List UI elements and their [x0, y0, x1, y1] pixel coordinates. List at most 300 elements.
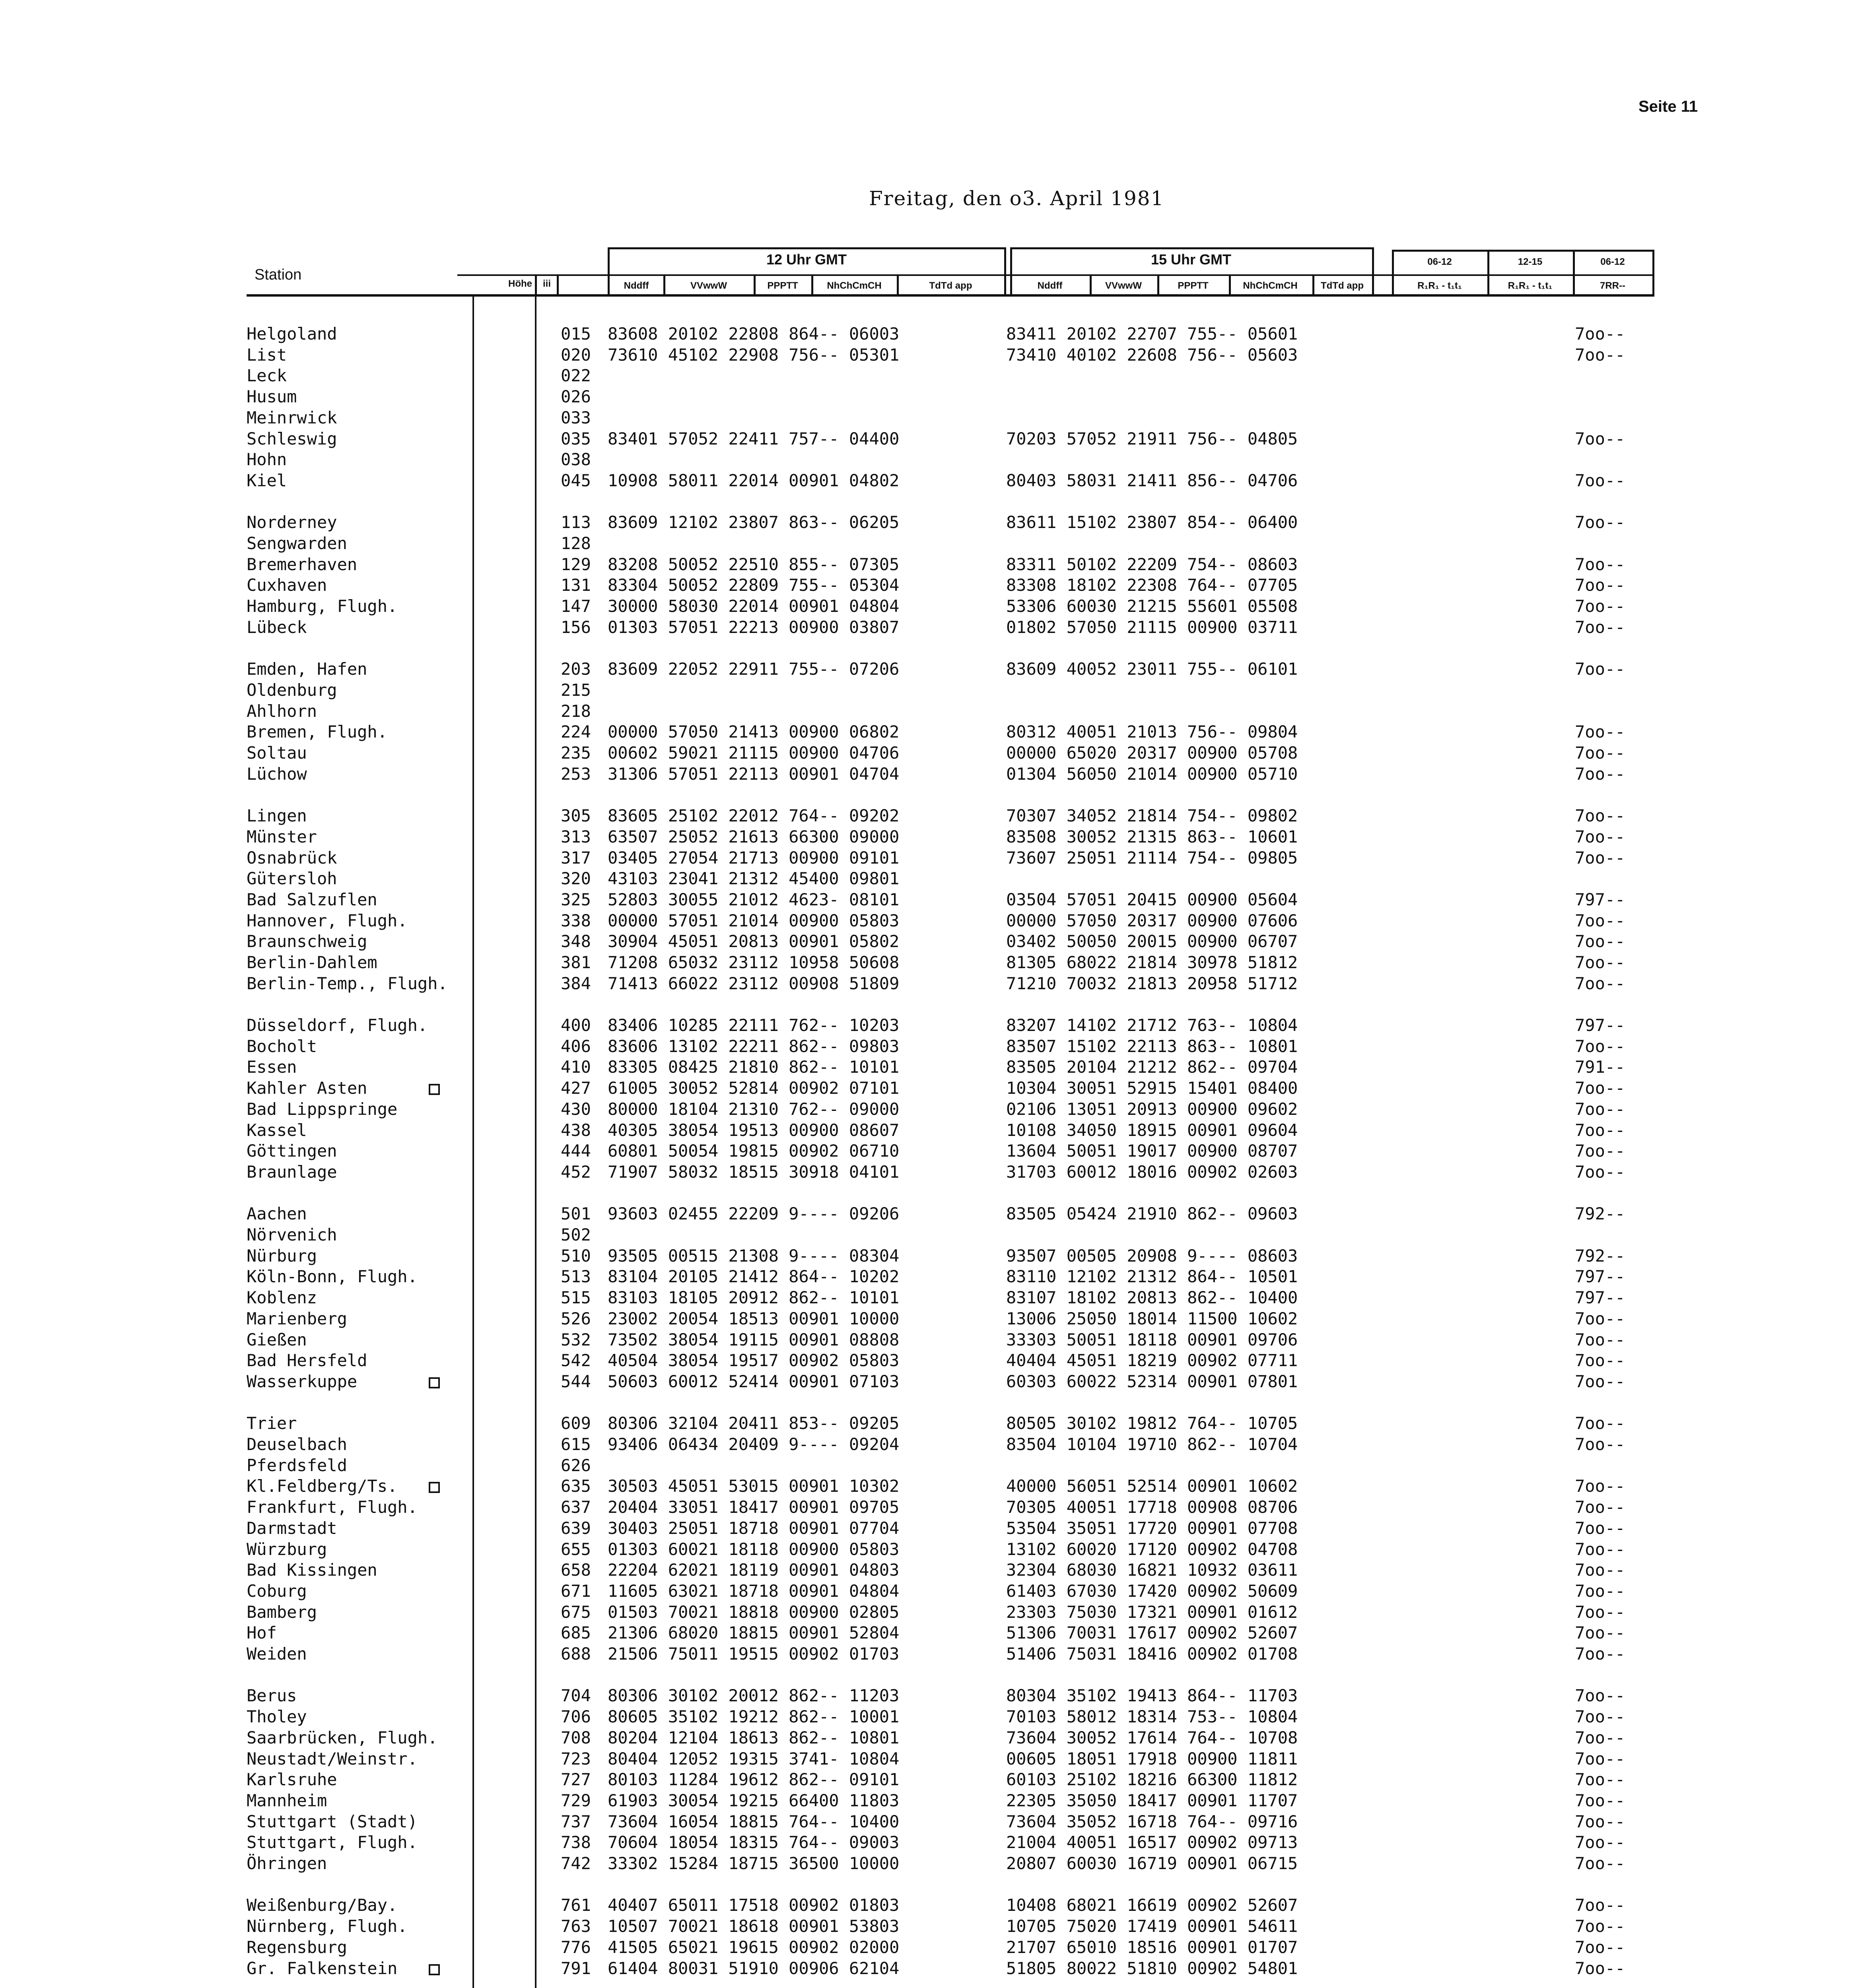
obs-12-gmt: 93505 00515 21308 9---- 08304	[608, 1246, 900, 1266]
obs-15-gmt: 22305 35050 18417 00901 11707	[1006, 1791, 1298, 1810]
station-number: 763	[561, 1916, 591, 1936]
precip-group: 7oo--	[1575, 1560, 1625, 1580]
obs-12-gmt: 71413 66022 23112 00908 51809	[608, 974, 900, 993]
station-name: Göttingen	[247, 1141, 337, 1161]
obs-15-gmt: 01802 57050 21115 00900 03711	[1006, 617, 1298, 637]
obs-15-gmt: 83308 18102 22308 764-- 07705	[1006, 575, 1298, 595]
obs-12-gmt: 00000 57051 21014 00900 05803	[608, 911, 900, 930]
station-name: Bad Salzuflen	[247, 890, 377, 909]
station-number: 708	[561, 1728, 591, 1747]
precip-group: 7oo--	[1575, 911, 1625, 930]
obs-15-gmt: 73604 35052 16718 764-- 09716	[1006, 1812, 1298, 1831]
precip-group: 7oo--	[1575, 1812, 1625, 1831]
precip-group: 7oo--	[1575, 1938, 1625, 1957]
station-number: 384	[561, 974, 591, 993]
iii-header: iii	[542, 278, 551, 289]
station-number: 215	[561, 680, 591, 700]
precip-group: 7oo--	[1575, 555, 1625, 574]
station-name: Leck	[247, 366, 287, 385]
r1-header: 06-12	[1427, 256, 1452, 267]
precip-group: 7oo--	[1575, 1120, 1625, 1140]
station-number: 400	[561, 1015, 591, 1035]
station-number: 452	[561, 1162, 591, 1182]
obs-12-gmt: 83609 12102 23807 863-- 06205	[608, 513, 900, 532]
station-number: 513	[561, 1267, 591, 1286]
obs-15-gmt: 83110 12102 21312 864-- 10501	[1006, 1267, 1298, 1286]
station-number: 737	[561, 1812, 591, 1831]
obs-12-gmt: 21506 75011 19515 00902 01703	[608, 1644, 900, 1664]
obs-15-gmt: 71210 70032 21813 20958 51712	[1006, 974, 1298, 993]
precip-group: 7oo--	[1575, 1833, 1625, 1852]
station-name: Weißenburg/Bay.	[247, 1895, 398, 1915]
obs-12-gmt: 23002 20054 18513 00901 10000	[608, 1309, 900, 1328]
station-name: Bremerhaven	[247, 555, 358, 574]
obs-15-gmt: 10705 75020 17419 00901 54611	[1006, 1916, 1298, 1936]
obs-15-gmt: 40404 45051 18219 00902 07711	[1006, 1351, 1298, 1370]
station-number: 609	[561, 1413, 591, 1433]
precip-group: 7oo--	[1575, 1791, 1625, 1810]
precip-group: 7oo--	[1575, 1707, 1625, 1726]
obs-12-gmt: 03405 27054 21713 00900 09101	[608, 848, 900, 868]
precip-group: 797--	[1575, 1288, 1625, 1307]
station-number: 022	[561, 366, 591, 385]
precip-group: 7oo--	[1575, 1078, 1625, 1098]
obs-12-gmt: 73610 45102 22908 756-- 05301	[608, 345, 900, 365]
station-number: 033	[561, 408, 591, 427]
obs-15-gmt: 53504 35051 17720 00901 07708	[1006, 1518, 1298, 1538]
col15-nhch: NhChCmCH	[1243, 280, 1298, 291]
obs-15-gmt: 83504 10104 19710 862-- 10704	[1006, 1435, 1298, 1454]
precip-group: 792--	[1575, 1204, 1625, 1223]
station-number: 305	[561, 806, 591, 825]
obs-12-gmt: 83609 22052 22911 755-- 07206	[608, 659, 900, 679]
obs-12-gmt: 80000 18104 21310 762-- 09000	[608, 1099, 900, 1119]
obs-12-gmt: 00602 59021 21115 00900 04706	[608, 743, 900, 763]
station-name: Bad Hersfeld	[247, 1351, 367, 1370]
station-name: Wasserkuppe	[247, 1372, 358, 1391]
obs-15-gmt: 33303 50051 18118 00901 09706	[1006, 1330, 1298, 1349]
square-icon	[429, 1377, 440, 1388]
station-name: Braunschweig	[247, 932, 367, 951]
station-name: Neustadt/Weinstr.	[247, 1749, 418, 1769]
obs-12-gmt: 83208 50052 22510 855-- 07305	[608, 555, 900, 574]
precip-group: 7oo--	[1575, 827, 1625, 846]
precip-group: 7oo--	[1575, 575, 1625, 595]
station-name: Mannheim	[247, 1791, 327, 1810]
obs-15-gmt: 70307 34052 21814 754-- 09802	[1006, 806, 1298, 825]
obs-12-gmt: 10908 58011 22014 00901 04802	[608, 471, 900, 490]
station-name: Düsseldorf, Flugh.	[247, 1015, 428, 1035]
obs-12-gmt: 10507 70021 18618 00901 53803	[608, 1916, 900, 1936]
precip-group: 7oo--	[1575, 722, 1625, 742]
obs-15-gmt: 20807 60030 16719 00901 06715	[1006, 1854, 1298, 1873]
station-number: 128	[561, 534, 591, 553]
station-number: 438	[561, 1120, 591, 1140]
obs-15-gmt: 83508 30052 21315 863-- 10601	[1006, 827, 1298, 846]
obs-12-gmt: 30904 45051 20813 00901 05802	[608, 932, 900, 951]
obs-15-gmt: 10108 34050 18915 00901 09604	[1006, 1120, 1298, 1140]
station-number: 615	[561, 1435, 591, 1454]
obs-15-gmt: 70203 57052 21911 756-- 04805	[1006, 429, 1298, 448]
precip-group: 7oo--	[1575, 1728, 1625, 1747]
station-name: Hamburg, Flugh.	[247, 596, 398, 616]
station-number: 738	[561, 1833, 591, 1852]
station-name: Nürburg	[247, 1246, 317, 1266]
obs-15-gmt: 93507 00505 20908 9---- 08603	[1006, 1246, 1298, 1266]
obs-15-gmt: 73607 25051 21114 754-- 09805	[1006, 848, 1298, 868]
precip-group: 7oo--	[1575, 617, 1625, 637]
precip-group: 797--	[1575, 890, 1625, 909]
precip-group: 7oo--	[1575, 1749, 1625, 1769]
precip-group: 7oo--	[1575, 1435, 1625, 1454]
obs-15-gmt: 83107 18102 20813 862-- 10400	[1006, 1288, 1298, 1307]
precip-group: 7oo--	[1575, 1916, 1625, 1936]
obs-12-gmt: 01503 70021 18818 00900 02805	[608, 1602, 900, 1622]
station-number: 635	[561, 1476, 591, 1496]
obs-12-gmt: 21306 68020 18815 00901 52804	[608, 1623, 900, 1642]
station-number: 313	[561, 827, 591, 846]
obs-12-gmt: 40504 38054 19517 00902 05803	[608, 1351, 900, 1370]
station-number: 639	[561, 1518, 591, 1538]
station-name: Lübeck	[247, 617, 307, 637]
station-name: Helgoland	[247, 324, 337, 344]
station-name: Nörvenich	[247, 1225, 337, 1244]
precip-group: 797--	[1575, 1267, 1625, 1286]
obs-15-gmt: 10304 30051 52915 15401 08400	[1006, 1078, 1298, 1098]
station-number: 406	[561, 1037, 591, 1056]
station-name: Osnabrück	[247, 848, 337, 868]
r2b-header: R₁R₁ - t₁t₁	[1508, 280, 1553, 291]
station-column-rule	[472, 294, 474, 1988]
obs-15-gmt: 23303 75030 17321 00901 01612	[1006, 1602, 1298, 1622]
precip-group: 7oo--	[1575, 1959, 1625, 1978]
station-number: 224	[561, 722, 591, 742]
station-number: 035	[561, 429, 591, 448]
station-number: 723	[561, 1749, 591, 1769]
hoehe-header: Höhe	[508, 278, 532, 289]
station-number: 113	[561, 513, 591, 532]
station-name: Karlsruhe	[247, 1770, 337, 1789]
precip-group: 7oo--	[1575, 1686, 1625, 1705]
station-name: Weiden	[247, 1644, 307, 1664]
station-name: Sengwarden	[247, 534, 347, 553]
obs-12-gmt: 01303 60021 18118 00900 05803	[608, 1540, 900, 1559]
station-number: 626	[561, 1456, 591, 1475]
obs-15-gmt: 00605 18051 17918 00900 11811	[1006, 1749, 1298, 1769]
obs-15-gmt: 32304 68030 16821 10932 03611	[1006, 1560, 1298, 1580]
obs-12-gmt: 50603 60012 52414 00901 07103	[608, 1372, 900, 1391]
date-title: Freitag, den o3. April 1981	[869, 187, 1164, 210]
station-number: 515	[561, 1288, 591, 1307]
obs-12-gmt: 83304 50052 22809 755-- 05304	[608, 575, 900, 595]
col12-nddff: Nddff	[624, 280, 649, 291]
station-number: 706	[561, 1707, 591, 1726]
obs-12-gmt: 61903 30054 19215 66400 11803	[608, 1791, 900, 1810]
obs-15-gmt: 83505 05424 21910 862-- 09603	[1006, 1204, 1298, 1223]
station-name: Öhringen	[247, 1854, 327, 1873]
precip-group: 7oo--	[1575, 659, 1625, 679]
r1b-header: R₁R₁ - t₁t₁	[1417, 280, 1462, 291]
obs-12-gmt: 43103 23041 21312 45400 09801	[608, 869, 900, 888]
station-number: 704	[561, 1686, 591, 1705]
obs-12-gmt: 93603 02455 22209 9---- 09206	[608, 1204, 900, 1223]
precip-group: 7oo--	[1575, 1602, 1625, 1622]
obs-15-gmt: 80312 40051 21013 756-- 09804	[1006, 722, 1298, 742]
obs-12-gmt: 61404 80031 51910 00906 62104	[608, 1959, 900, 1978]
station-number: 727	[561, 1770, 591, 1789]
station-number: 026	[561, 387, 591, 406]
obs-15-gmt: 13102 60020 17120 00902 04708	[1006, 1540, 1298, 1559]
obs-15-gmt: 80505 30102 19812 764-- 10705	[1006, 1413, 1298, 1433]
station-number: 688	[561, 1644, 591, 1664]
precip-group: 7oo--	[1575, 1351, 1625, 1370]
station-number: 218	[561, 701, 591, 721]
precip-group: 7oo--	[1575, 1581, 1625, 1601]
station-number: 742	[561, 1854, 591, 1873]
station-number: 325	[561, 890, 591, 909]
station-number: 427	[561, 1078, 591, 1098]
obs-12-gmt: 60801 50054 19815 00902 06710	[608, 1141, 900, 1161]
precip-group: 7oo--	[1575, 974, 1625, 993]
station-number: 655	[561, 1540, 591, 1559]
station-number: 235	[561, 743, 591, 763]
precip-group: 7oo--	[1575, 1037, 1625, 1056]
station-name: Norderney	[247, 513, 337, 532]
obs-12-gmt: 83104 20105 21412 864-- 10202	[608, 1267, 900, 1286]
obs-15-gmt: 40000 56051 52514 00901 10602	[1006, 1476, 1298, 1496]
obs-15-gmt: 53306 60030 21215 55601 05508	[1006, 596, 1298, 616]
obs-12-gmt: 33302 15284 18715 36500 10000	[608, 1854, 900, 1873]
precip-group: 7oo--	[1575, 1330, 1625, 1349]
col15-nddff: Nddff	[1037, 280, 1063, 291]
obs-15-gmt: 83207 14102 21712 763-- 10804	[1006, 1015, 1298, 1035]
obs-12-gmt: 40407 65011 17518 00902 01803	[608, 1895, 900, 1915]
station-name: Berlin-Dahlem	[247, 953, 377, 972]
station-number: 526	[561, 1309, 591, 1328]
col12-tdtd: TdTd app	[929, 280, 972, 291]
precip-group: 7oo--	[1575, 1141, 1625, 1161]
r3-header: 06-12	[1600, 256, 1625, 267]
obs-12-gmt: 30000 58030 22014 00901 04804	[608, 596, 900, 616]
obs-12-gmt: 11605 63021 18718 00901 04804	[608, 1581, 900, 1601]
station-name: Darmstadt	[247, 1518, 337, 1538]
obs-15-gmt: 21707 65010 18516 00901 01707	[1006, 1938, 1298, 1957]
obs-15-gmt: 83507 15102 22113 863-- 10801	[1006, 1037, 1298, 1056]
hoehe-column-rule	[535, 294, 536, 1988]
station-name: Berus	[247, 1686, 297, 1705]
obs-12-gmt: 83406 10285 22111 762-- 10203	[608, 1015, 900, 1035]
station-name: Münster	[247, 827, 317, 846]
obs-12-gmt: 83305 08425 21810 862-- 10101	[608, 1057, 900, 1077]
station-name: Köln-Bonn, Flugh.	[247, 1267, 418, 1286]
col12-vvwww: VVwwW	[690, 280, 727, 291]
col12-ppptt: PPPTT	[767, 280, 798, 291]
obs-12-gmt: 22204 62021 18119 00901 04803	[608, 1560, 900, 1580]
station-name: Braunlage	[247, 1162, 337, 1182]
r2-header: 12-15	[1518, 256, 1543, 267]
station-name: Essen	[247, 1057, 297, 1077]
precip-group: 7oo--	[1575, 1854, 1625, 1873]
obs-12-gmt: 93406 06434 20409 9---- 09204	[608, 1435, 900, 1454]
station-name: Kiel	[247, 471, 287, 490]
square-icon	[429, 1084, 440, 1095]
station-number: 658	[561, 1560, 591, 1580]
obs-12-gmt: 83606 13102 22211 862-- 09803	[608, 1037, 900, 1056]
obs-12-gmt: 20404 33051 18417 00901 09705	[608, 1497, 900, 1517]
station-name: Bad Lippspringe	[247, 1099, 398, 1119]
station-name: Coburg	[247, 1581, 307, 1601]
obs-15-gmt: 03402 50050 20015 00900 06707	[1006, 932, 1298, 951]
obs-12-gmt: 41505 65021 19615 00902 02000	[608, 1938, 900, 1957]
station-number: 038	[561, 450, 591, 469]
station-number: 156	[561, 617, 591, 637]
station-name: Gießen	[247, 1330, 307, 1349]
obs-15-gmt: 51306 70031 17617 00902 52607	[1006, 1623, 1298, 1642]
obs-15-gmt: 02106 13051 20913 00900 09602	[1006, 1099, 1298, 1119]
precip-group: 7oo--	[1575, 596, 1625, 616]
obs-12-gmt: 80605 35102 19212 862-- 10001	[608, 1707, 900, 1726]
obs-12-gmt: 73604 16054 18815 764-- 10400	[608, 1812, 900, 1831]
obs-12-gmt: 83605 25102 22012 764-- 09202	[608, 806, 900, 825]
obs-12-gmt: 80204 12104 18613 862-- 10801	[608, 1728, 900, 1747]
obs-12-gmt: 80404 12052 19315 3741- 10804	[608, 1749, 900, 1769]
station-number: 637	[561, 1497, 591, 1517]
obs-15-gmt: 81305 68022 21814 30978 51812	[1006, 953, 1298, 972]
obs-15-gmt: 00000 57050 20317 00900 07606	[1006, 911, 1298, 930]
precip-group: 7oo--	[1575, 1644, 1625, 1664]
precip-group: 791--	[1575, 1057, 1625, 1077]
precip-group: 7oo--	[1575, 953, 1625, 972]
station-name: Schleswig	[247, 429, 337, 448]
station-name: Marienberg	[247, 1309, 347, 1328]
station-name: Gütersloh	[247, 869, 337, 888]
station-name: Hof	[247, 1623, 277, 1642]
station-name: Aachen	[247, 1204, 307, 1223]
station-number: 203	[561, 659, 591, 679]
obs-12-gmt: 63507 25052 21613 66300 09000	[608, 827, 900, 846]
station-name: Frankfurt, Flugh.	[247, 1497, 418, 1517]
col12-nhch: NhChCmCH	[827, 280, 882, 291]
obs-12-gmt: 61005 30052 52814 00902 07101	[608, 1078, 900, 1098]
precip-group: 7oo--	[1575, 1770, 1625, 1789]
obs-12-gmt: 80103 11284 19612 862-- 09101	[608, 1770, 900, 1789]
precip-group: 7oo--	[1575, 1372, 1625, 1391]
obs-15-gmt: 83411 20102 22707 755-- 05601	[1006, 324, 1298, 344]
precip-group: 7oo--	[1575, 1162, 1625, 1182]
station-name: Regensburg	[247, 1938, 347, 1957]
station-name: Emden, Hafen	[247, 659, 367, 679]
square-icon	[429, 1482, 440, 1493]
station-name: Cuxhaven	[247, 575, 327, 595]
col15-vvwww: VVwwW	[1105, 280, 1142, 291]
station-name: List	[247, 345, 287, 365]
station-name: Ahlhorn	[247, 701, 317, 721]
station-name: Stuttgart, Flugh.	[247, 1833, 418, 1852]
precip-group: 7oo--	[1575, 429, 1625, 448]
station-number: 410	[561, 1057, 591, 1077]
station-number: 685	[561, 1623, 591, 1642]
station-number: 510	[561, 1246, 591, 1266]
precip-group: 7oo--	[1575, 1476, 1625, 1496]
obs-15-gmt: 03504 57051 20415 00900 05604	[1006, 890, 1298, 909]
obs-15-gmt: 60103 25102 18216 66300 11812	[1006, 1770, 1298, 1789]
obs-12-gmt: 80306 32104 20411 853-- 09205	[608, 1413, 900, 1433]
obs-12-gmt: 52803 30055 21012 4623- 08101	[608, 890, 900, 909]
precip-group: 7oo--	[1575, 345, 1625, 365]
station-name: Pferdsfeld	[247, 1456, 347, 1475]
station-number: 501	[561, 1204, 591, 1223]
obs-15-gmt: 83611 15102 23807 854-- 06400	[1006, 513, 1298, 532]
station-name: Lüchow	[247, 764, 307, 784]
station-number: 675	[561, 1602, 591, 1622]
obs-15-gmt: 00000 65020 20317 00900 05708	[1006, 743, 1298, 763]
col15-tdtd: TdTd app	[1321, 280, 1364, 291]
square-icon	[429, 1964, 440, 1975]
precip-group: 7oo--	[1575, 324, 1625, 344]
station-number: 381	[561, 953, 591, 972]
station-name: Trier	[247, 1413, 297, 1433]
station-name: Kl.Feldberg/Ts.	[247, 1476, 398, 1496]
station-number: 129	[561, 555, 591, 574]
obs-15-gmt: 70305 40051 17718 00908 08706	[1006, 1497, 1298, 1517]
station-number: 776	[561, 1938, 591, 1957]
station-number: 502	[561, 1225, 591, 1244]
obs-12-gmt: 31306 57051 22113 00901 04704	[608, 764, 900, 784]
station-number: 444	[561, 1141, 591, 1161]
obs-15-gmt: 61403 67030 17420 00902 50609	[1006, 1581, 1298, 1601]
station-name: Deuselbach	[247, 1435, 347, 1454]
precip-group: 7oo--	[1575, 471, 1625, 490]
precip-group: 7oo--	[1575, 806, 1625, 825]
station-number: 147	[561, 596, 591, 616]
obs-15-gmt: 60303 60022 52314 00901 07801	[1006, 1372, 1298, 1391]
obs-15-gmt: 13006 25050 18014 11500 10602	[1006, 1309, 1298, 1328]
precip-group: 7oo--	[1575, 932, 1625, 951]
obs-15-gmt: 83311 50102 22209 754-- 08603	[1006, 555, 1298, 574]
obs-15-gmt: 51406 75031 18416 00902 01708	[1006, 1644, 1298, 1664]
obs-15-gmt: 10408 68021 16619 00902 52607	[1006, 1895, 1298, 1915]
obs-12-gmt: 00000 57050 21413 00900 06802	[608, 722, 900, 742]
precip-group: 7oo--	[1575, 848, 1625, 868]
precip-group: 7oo--	[1575, 513, 1625, 532]
station-name: Saarbrücken, Flugh.	[247, 1728, 438, 1747]
obs-15-gmt: 83505 20104 21212 862-- 09704	[1006, 1057, 1298, 1077]
obs-15-gmt: 80304 35102 19413 864-- 11703	[1006, 1686, 1298, 1705]
station-name: Würzburg	[247, 1540, 327, 1559]
obs-15-gmt: 01304 56050 21014 00900 05710	[1006, 764, 1298, 784]
obs-12-gmt: 01303 57051 22213 00900 03807	[608, 617, 900, 637]
station-number: 729	[561, 1791, 591, 1810]
precip-group: 7oo--	[1575, 1623, 1625, 1642]
obs-15-gmt: 70103 58012 18314 753-- 10804	[1006, 1707, 1298, 1726]
station-number: 020	[561, 345, 591, 365]
obs-12-gmt: 83401 57052 22411 757-- 04400	[608, 429, 900, 448]
station-name: Nürnberg, Flugh.	[247, 1916, 408, 1936]
precip-group: 7oo--	[1575, 1540, 1625, 1559]
station-number: 045	[561, 471, 591, 490]
precip-group: 7oo--	[1575, 1099, 1625, 1119]
station-name: Hohn	[247, 450, 287, 469]
obs-12-gmt: 80306 30102 20012 862-- 11203	[608, 1686, 900, 1705]
station-name: Oldenburg	[247, 680, 337, 700]
obs-12-gmt: 30503 45051 53015 00901 10302	[608, 1476, 900, 1496]
obs-15-gmt: 80403 58031 21411 856-- 04706	[1006, 471, 1298, 490]
obs-12-gmt: 73502 38054 19115 00901 08808	[608, 1330, 900, 1349]
r3b-header: 7RR--	[1600, 280, 1625, 291]
station-name: Husum	[247, 387, 297, 406]
station-number: 791	[561, 1959, 591, 1978]
station-number: 338	[561, 911, 591, 930]
